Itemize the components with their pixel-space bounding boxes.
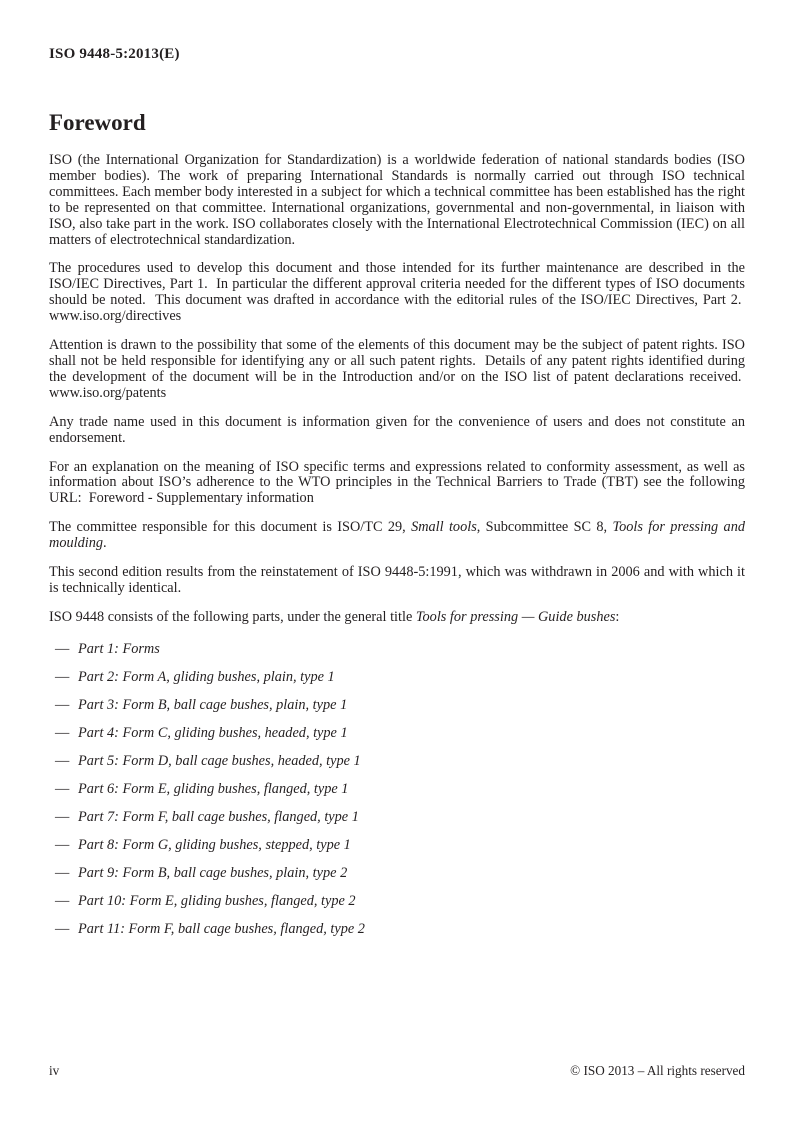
list-item [49,837,745,853]
page-number: iv [49,1063,60,1078]
paragraph [49,261,745,325]
part-label: Part 3: Form B, ball cage bushes, plain, type 1 [78,696,348,713]
part-label: Part 5: Form D, ball cage bushes, headed, type 1 [78,752,361,769]
list-item [49,753,745,769]
dash-marker: — [55,864,70,881]
text-run: ISO 9448 consists of the following parts, under the general title [49,608,416,625]
paragraph [49,338,745,402]
section-title-foreword: Foreword [49,110,146,135]
part-label: Part 8: Form G, gliding bushes, stepped, type 1 [78,836,351,853]
part-label: Part 6: Form E, gliding bushes, flanged, type 1 [78,780,349,797]
parts-list [49,641,745,937]
paragraph [49,460,745,508]
list-item [49,781,745,797]
dash-marker: — [55,892,70,909]
foreword-paragraphs [49,153,745,626]
text-run: . [103,535,107,552]
list-item [49,725,745,741]
part-label: Part 11: Form F, ball cage bushes, flanged, type 2 [78,920,365,937]
page-footer [49,1063,745,1079]
paragraph [49,153,745,248]
text-run: This second edition results from the reinstatement of ISO 9448-5:1991, which was withdrawn in 2006 and with which it is technically identical. [49,564,745,596]
italic-run: Small tools [411,519,477,536]
list-item [49,921,745,937]
text-run: The committee responsible for this document is ISO/TC 29, [49,519,412,536]
paragraph [49,610,745,626]
part-label: Part 7: Form F, ball cage bushes, flanged, type 1 [78,808,359,825]
part-label: Part 10: Form E, gliding bushes, flanged, type 2 [78,892,356,909]
part-label: Part 2: Form A, gliding bushes, plain, type 1 [78,668,335,685]
text-run: For an explanation on the meaning of ISO specific terms and expressions related to conformity assessment, as well as information about ISO’s adherence to the WTO principles in the Technical Barriers to Trade (TBT) see the following URL: Foreword - Supplementary information [49,458,745,507]
dash-marker: — [55,640,70,657]
paragraph [49,520,745,552]
list-item [49,697,745,713]
part-label: Part 9: Form B, ball cage bushes, plain, type 2 [78,864,348,881]
list-item [49,809,745,825]
part-label: Part 4: Form C, gliding bushes, headed, type 1 [78,724,348,741]
text-run: : [615,608,620,625]
list-item [49,641,745,657]
italic-run: Tools for pressing — Guide bushes [415,608,616,625]
list-item [49,669,745,685]
paragraph [49,415,745,447]
list-item [49,893,745,909]
text-run: The procedures used to develop this document and those intended for its further maintenance are described in the ISO/IEC Directives, Part 1. In particular the different approval criteria needed for the different types of ISO documents should be noted. This document was drafted in accordance with the editorial rules of the ISO/IEC Directives, Part 2. www.iso.org/directives [49,260,745,325]
dash-marker: — [55,752,70,769]
paragraph [49,565,745,597]
copyright-notice: © ISO 2013 – All rights reserved [570,1063,745,1078]
text-run: Any trade name used in this document is information given for the convenience of users and does not constitute an endorsement. [49,413,745,446]
page-content [49,0,745,949]
italic-run: Tools for pressing and moulding [49,519,745,552]
dash-marker: — [55,724,70,741]
text-run: ISO (the International Organization for Standardization) is a worldwide federation of national standards bodies (ISO member bodies). The work of preparing International Standards is normally carried out through ISO technical committees. Each member body interested in a subject for which a technical committee has been established has the right to be represented on that committee. International organizations, governmental and non-governmental, in liaison with ISO, also take part in the work. ISO collaborates closely with the International Electrotechnical Commission (IEC) on all matters of electrotechnical standardization. [49,152,745,248]
dash-marker: — [55,836,70,853]
text-run: Attention is drawn to the possibility that some of the elements of this document may be the subject of patent rights. ISO shall not be held responsible for identifying any or all such patent rights. Details of any patent rights identified during the development of the document will be in the Introduction and/or on the ISO list of patent declarations received. www.iso.org/patents [49,337,745,401]
dash-marker: — [55,808,70,825]
text-run: , Subcommittee SC 8, [476,519,613,536]
dash-marker: — [55,668,70,685]
dash-marker: — [55,696,70,713]
part-label: Part 1: Forms [78,640,160,657]
dash-marker: — [55,780,70,797]
list-item [49,865,745,881]
dash-marker: — [55,920,70,937]
document-reference: ISO 9448-5:2013(E) [49,46,180,62]
